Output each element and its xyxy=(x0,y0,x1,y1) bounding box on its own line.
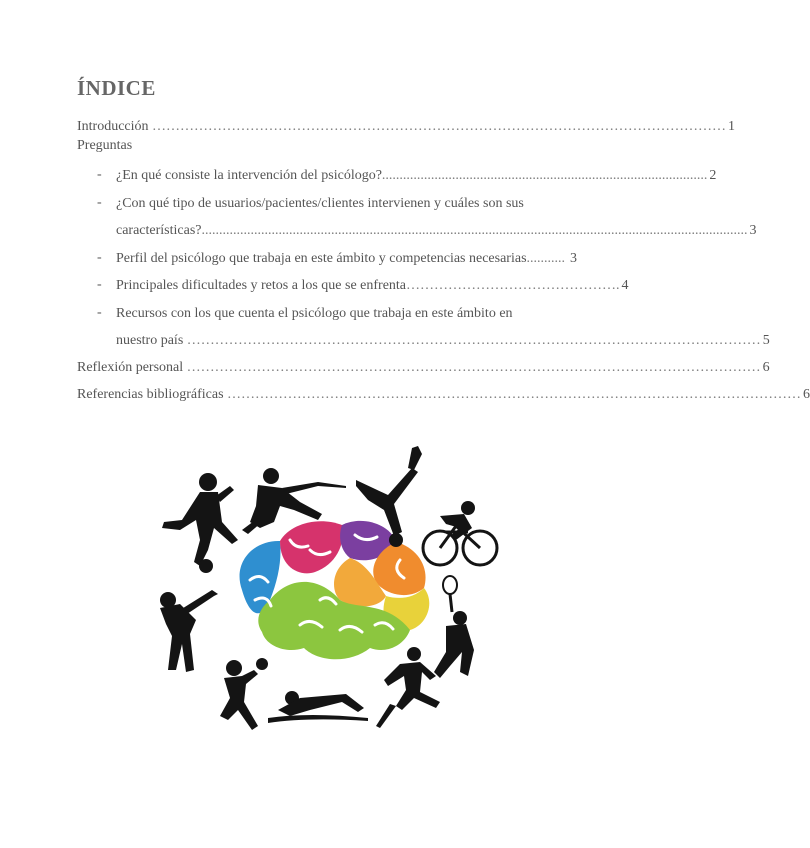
toc-entry-label: Reflexión personal xyxy=(77,360,184,375)
toc-leader-dots: …………………………………………………………………………………………………………… xyxy=(148,119,727,134)
toc-leader-dots: …………………………………………………………………………………………………………… xyxy=(183,360,761,375)
tennis-player-icon xyxy=(434,576,474,678)
toc-entry-label: Introducción xyxy=(77,119,149,134)
toc-entry-usuarios[interactable] xyxy=(116,222,757,240)
toc-entry-dificultades[interactable] xyxy=(116,277,629,295)
toc-entry-reflexion[interactable] xyxy=(77,359,770,377)
toc-page-number: 6 xyxy=(762,360,770,375)
toc-entry-recursos[interactable] xyxy=(116,332,770,350)
toc-leader-dots: ............................................................................................. xyxy=(381,168,708,183)
jumping-player-icon xyxy=(220,658,268,730)
list-bullet: - xyxy=(97,195,102,210)
toc-entry-referencias[interactable] xyxy=(77,386,810,404)
toc-entry-perfil[interactable] xyxy=(116,250,577,268)
toc-leader-dots: …………………………………………………………………………………………………………… xyxy=(183,333,761,348)
toc-entry-label: ¿En qué consiste la intervención del psicólogo? xyxy=(116,168,382,183)
toc-entry-label: características? xyxy=(116,223,202,238)
toc-page-number: 6 xyxy=(803,387,810,402)
toc-page-number: 3 xyxy=(570,251,577,266)
toc-leader-dots: ............................................................................................................................................................ xyxy=(201,223,748,238)
toc-page-number: 2 xyxy=(709,168,717,183)
toc-leader-dots: ………………………………………. xyxy=(406,278,620,293)
toc-leader-dots: ........... xyxy=(526,251,566,266)
toc-leader-dots: …………………………………………………………………………………………………………… xyxy=(223,387,802,402)
toc-page-number: 4 xyxy=(621,278,629,293)
list-bullet: - xyxy=(97,167,102,182)
toc-entry-label: Principales dificultades y retos a los que se enfrenta xyxy=(116,278,407,293)
toc-entry-label: nuestro país xyxy=(116,333,184,348)
toc-entry-intervencion[interactable] xyxy=(116,167,717,185)
sports-brain-illustration-icon xyxy=(150,440,505,745)
paralympic-runner-icon xyxy=(376,647,440,728)
swimmer-icon xyxy=(268,691,368,723)
toc-page-number: 3 xyxy=(749,223,757,238)
page-title: ÍNDICE xyxy=(77,76,156,100)
cyclist-icon xyxy=(423,501,497,565)
toc-page-number: 5 xyxy=(762,333,770,348)
toc-page-number: 1 xyxy=(728,119,736,134)
toc-entry-recursos-line1[interactable]: Recursos con los que cuenta el psicólogo que trabaja en este ámbito en xyxy=(116,306,513,321)
toc-entry-usuarios-line1[interactable]: ¿Con qué tipo de usuarios/pacientes/clientes intervienen y cuáles son sus xyxy=(116,196,524,211)
list-bullet: - xyxy=(97,277,102,292)
toc-entry-preguntas[interactable]: Preguntas xyxy=(77,138,133,153)
list-bullet: - xyxy=(97,250,102,265)
toc-entry-introduccion[interactable] xyxy=(77,118,736,136)
toc-entry-label: Referencias bibliográficas xyxy=(77,387,224,402)
list-bullet: - xyxy=(97,305,102,320)
golfer-icon xyxy=(160,590,218,672)
soccer-player-icon xyxy=(162,473,238,573)
toc-entry-label: Perfil del psicólogo que trabaja en este ámbito y competencias necesarias xyxy=(116,251,527,266)
